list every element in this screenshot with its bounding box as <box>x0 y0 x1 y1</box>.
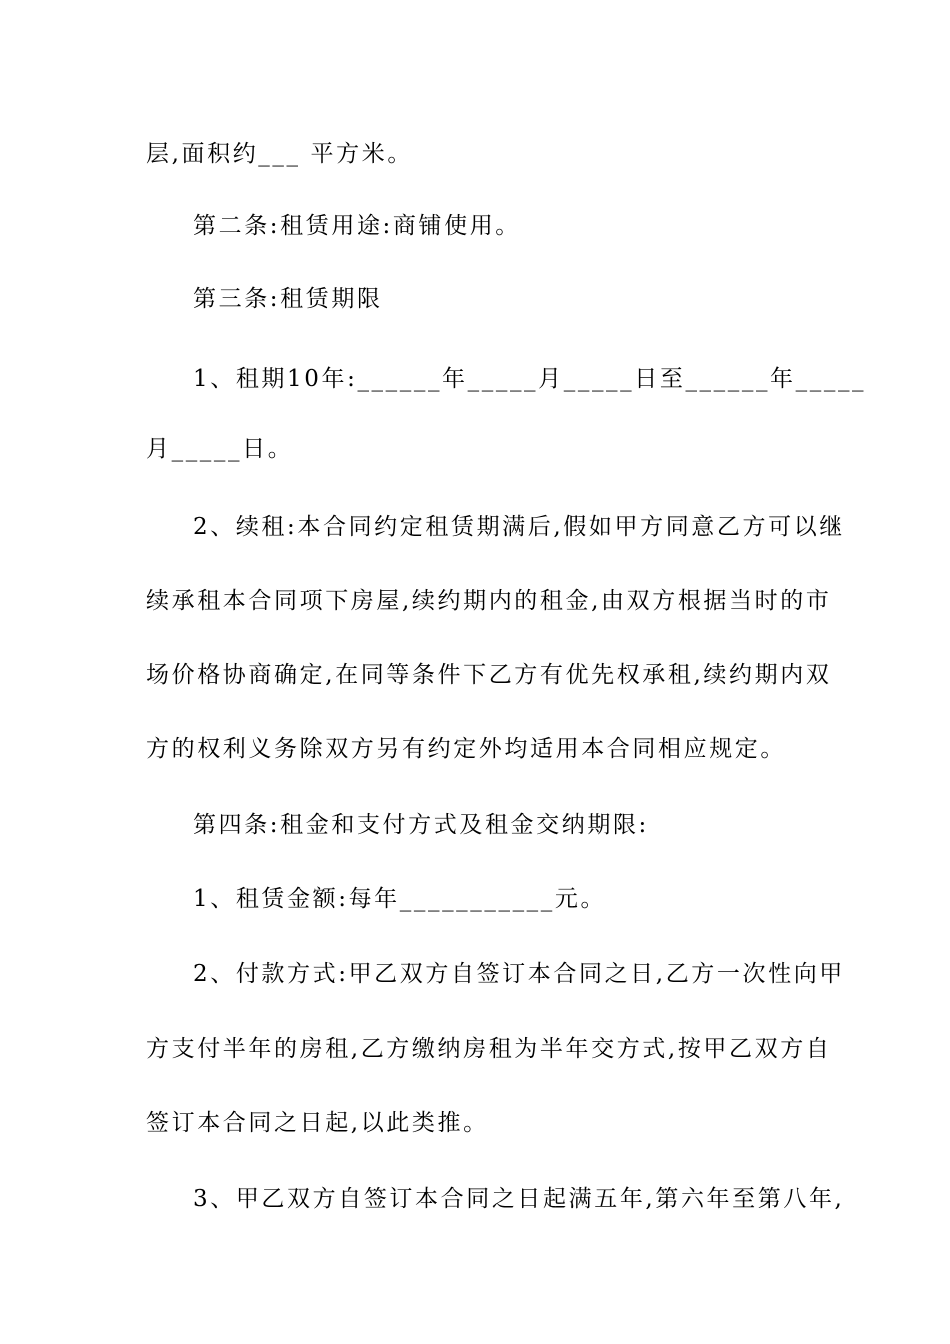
payment-clause-line-2: 方支付半年的房租,乙方缴纳房租为半年交方式,按甲乙双方自 <box>146 1036 832 1062</box>
clause-3-line-1: 3、甲乙双方自签订本合同之日起满五年,第六年至第八年, <box>193 1186 845 1212</box>
renewal-clause-line-2: 续承租本合同项下房屋,续约期内的租金,由双方根据当时的市 <box>146 588 832 614</box>
term-clause-line-2: 月_____日。 <box>146 436 294 462</box>
text-line-area: 层,面积约___ 平方米。 <box>146 141 413 167</box>
article-2-purpose: 第二条:租赁用途:商铺使用。 <box>193 213 521 239</box>
renewal-clause-line-1: 2、续租:本合同约定租赁期满后,假如甲方同意乙方可以继 <box>193 514 845 540</box>
article-3-heading: 第三条:租赁期限 <box>193 286 383 312</box>
renewal-clause-line-3: 场价格协商确定,在同等条件下乙方有优先权承租,续约期内双 <box>146 662 832 688</box>
article-4-heading: 第四条:租金和支付方式及租金交纳期限: <box>193 812 649 838</box>
renewal-clause-line-4: 方的权利义务除双方另有约定外均适用本合同相应规定。 <box>146 736 786 762</box>
term-clause-line-1: 1、租期10年:______年_____月_____日至______年_____ <box>193 366 867 392</box>
payment-clause-line-1: 2、付款方式:甲乙双方自签订本合同之日,乙方一次性向甲 <box>193 961 845 987</box>
rent-amount-line: 1、租赁金额:每年___________元。 <box>193 886 607 912</box>
payment-clause-line-3: 签订本合同之日起,以此类推。 <box>146 1110 489 1136</box>
